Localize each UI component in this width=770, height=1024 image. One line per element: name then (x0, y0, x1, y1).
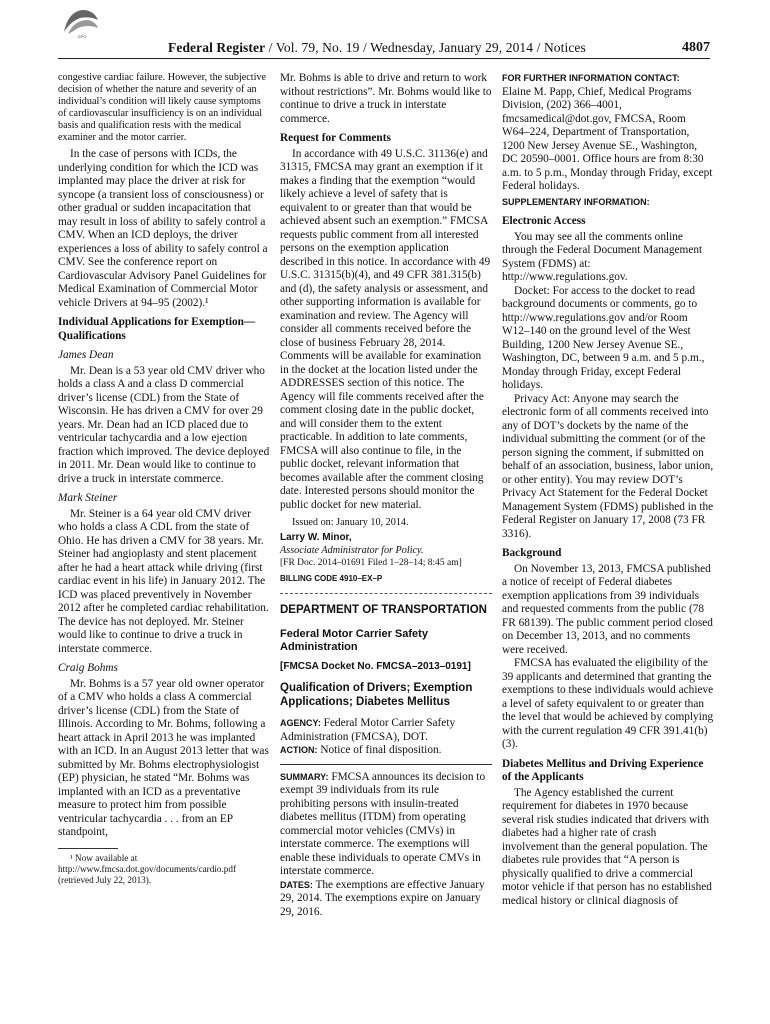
page-number: 4807 (682, 40, 710, 55)
section-heading: Individual Applications for Exemption—Qualifications (58, 316, 256, 342)
issued-date: Issued on: January 10, 2014. (292, 517, 409, 528)
column-1 (58, 72, 270, 886)
column-2 (280, 72, 492, 919)
issue-info: Vol. 79, No. 19 / Wednesday, January 29, 2014 / Notices (275, 40, 586, 55)
paragraph: In the case of persons with ICDs, the underlying condition for which the ICD was implanted may place the driver at risk for syncope (a transient loss of consciousness) or other gradual or sudden incapacitation that may result in loss of ability to safely control a CMV. When an ICD deploys, the driver experiences a loss of ability to safely control a CMV. See the conference report on Cardiovascular Advisory Panel Guidelines for Medical Examination of Commercial Motor vehicle Drivers at 94–95 (2002).¹ (58, 148, 268, 309)
signer-title: Associate Administrator for Policy. (280, 544, 424, 556)
action-label: ACTION: (280, 745, 318, 755)
paragraph: FMCSA has evaluated the eligibility of the 39 applicants and determined that granting the exemptions to these individuals would achieve a level of safety equivalent to or greater than the level that would be achieved by complying with the current regulation 49 CFR 391.41(b)(3). (502, 657, 714, 750)
applicant-name: Mark Steiner (58, 492, 118, 504)
divider (280, 764, 492, 765)
agency-label: AGENCY: (280, 718, 321, 728)
paragraph: Mr. Bohms is able to drive and return to work without restrictions”. Mr. Bohms would like to continue to drive a truck in interstate commerce. (280, 72, 492, 125)
header-title: Federal Register / Vol. 79, No. 19 / Wednesday, January 29, 2014 / Notices (168, 40, 586, 55)
contact-text: Elaine M. Papp, Chief, Medical Programs Division, (202) 366–4001, fmcsamedical@dot.gov, FMCSA, Room W64–224, Department of Transportation, 1200 New Jersey Avenue SE., Washington, DC 20590–0001. Office hours are from 8:30 a.m. to 5 p.m., Monday through Friday, except Federal holidays. (502, 85, 713, 192)
document-title: Qualification of Drivers; Exemption Applications; Diabetes Mellitus (280, 682, 473, 708)
footnote: ¹ Now available at http://www.fmcsa.dot.gov/documents/cardio.pdf (retrieved July 22, 2013). (58, 852, 237, 885)
svg-text:GPO: GPO (77, 34, 87, 39)
paragraph: You may see all the comments online through the Federal Document Management System (FDMS) at: http://www.regulations.gov. (502, 230, 703, 283)
docket-number: [FMCSA Docket No. FMCSA–2013–0191] (280, 660, 471, 672)
section-heading: Electronic Access (502, 215, 586, 227)
section-heading: Background (502, 547, 562, 559)
paragraph: Privacy Act: Anyone may search the electronic form of all comments received into any of DOT’s dockets by the name of the individual submitting the comment (or of the person signing the comment, if submitted on behalf of an association, business, labor union, or other entity). You may review DOT’s Privacy Act Statement for the Federal Docket Management System (FDMS) published in the Federal Register on January 17, 2008 (73 FR 3316). (502, 392, 714, 540)
paragraph: Mr. Bohms is a 57 year old owner operator of a CMV who holds a class A commercial driver’s license (CDL) from the State of Illinois. According to Mr. Bohms, following a heart attack in April 2013 he was implanted with an ICD. In an August 2013 letter that was submitted by Mr. Bohms electrophysiologist (EP) physician, he stated “Mr. Bohms was implanted with an ICD as a preventative measure to protect him from possible ventricular tachycardia . . . from an EP standpoint, (58, 677, 269, 838)
journal-name: Federal Register (168, 40, 266, 55)
paragraph: On November 13, 2013, FMCSA published a notice of receipt of Federal diabetes exemption applications from 39 individuals and requested comments from the public (78 FR 68139). The public comment period closed on December 13, 2013, and no comments were received. (502, 562, 713, 656)
gpo-authentication-seal-icon (58, 6, 104, 40)
column-3 (502, 72, 714, 908)
paragraph: Mr. Steiner is a 64 year old CMV driver who holds a class A CDL from the state of Ohio. He has driven a CMV for 38 years. Mr. Steiner had angioplasty and stent placement after he had a heart attack while driving (first cardiac event in his life) in January 2012. The ICD was placed preventively in November 2012 after he completed cardiac rehabilitation. The device has not deployed. Mr. Steiner would like to continue to drive a truck in interstate commerce. (58, 507, 269, 655)
summary-text: FMCSA announces its decision to exempt 39 individuals from its rule prohibiting persons with insulin-treated diabetes mellitus (ITDM) from operating commercial motor vehicles (CMVs) in interstate commerce. The exemptions will enable these individuals to operate CMVs in interstate commerce. (280, 770, 486, 877)
agency-text: Federal Motor Carrier Safety Administration (FMCSA), DOT. (280, 717, 456, 743)
paragraph: congestive cardiac failure. However, the subjective decision of whether the nature and severity of an individual’s condition will likely cause symptoms of cardiovascular insufficiency is on an individual basis and qualification rests with the medical examiner and the motor carrier. (58, 72, 267, 143)
agency-heading: Federal Motor Carrier Safety Administration (280, 627, 428, 653)
contact-label: FOR FURTHER INFORMATION CONTACT: (502, 73, 680, 83)
action-text: Notice of final disposition. (320, 744, 442, 756)
paragraph: Mr. Dean is a 53 year old CMV driver who holds a class A and a class D commercial driver’s license (CDL) from the State of Wisconsin. He has driven a CMV for over 29 years. Mr. Dean had an ICD placed due to ventricular tachycardia and a low ejection fraction which improved. The device deployed in 2011. Mr. Dean would like to continue to drive a truck in interstate commerce. (58, 364, 270, 485)
billing-code: BILLING CODE 4910–EX–P (280, 573, 383, 583)
dates-text: The exemptions are effective January 29, 2014. The exemptions expire on January 29, 2016. (280, 878, 485, 918)
section-heading: Request for Comments (280, 132, 391, 144)
paragraph: In accordance with 49 U.S.C. 31136(e) and 31315, FMCSA may grant an exemption if it makes a finding that the exemption “would likely achieve a level of safety that is equivalent to or greater than that would be achieved absent such an exemption.” FMCSA requests public comment from all interested persons on the exemption application described in this notice. In accordance with 49 U.S.C. 31315(b)(4), and 49 CFR 381.315(b) and (d), the safety analysis or assessment, and other supporting information is available for examination and review. The Agency will consider all comments received before the close of business February 28, 2014. Comments will be available for examination in the docket at the location listed under the ADDRESSES section of this notice. The Agency will file comments received after the comment closing date in the public docket, and will consider them to the extent practicable. In addition to late comments, FMCSA will also continue to file, in the public docket, relevant information that becomes available after the comment closing date. Interested persons should monitor the public docket for new material. (280, 147, 491, 511)
paragraph: Docket: For access to the docket to read background documents or comments, go to http://www.regulations.gov and/or Room W12–140 on the ground level of the West Building, 1200 New Jersey Avenue SE., Washington, DC, between 9 a.m. and 5 p.m., Monday through Friday, except Federal holidays. (502, 284, 705, 391)
paragraph: The Agency established the current requirement for diabetes in 1970 because several risk studies indicated that drivers with diabetes had a higher rate of crash involvement than the general population. The diabetes rule provides that “A person is physically qualified to drive a commercial motor vehicle if that person has no established medical history or clinical diagnosis of (502, 786, 712, 907)
page-header (58, 40, 710, 59)
applicant-name: James Dean (58, 349, 114, 361)
section-divider (280, 593, 492, 594)
applicant-name: Craig Bohms (58, 662, 118, 674)
dates-label: DATES: (280, 879, 313, 890)
section-heading: Diabetes Mellitus and Driving Experience of the Applicants (502, 757, 704, 783)
supplementary-label: SUPPLEMENTARY INFORMATION: (502, 196, 650, 207)
fr-doc-line: [FR Doc. 2014–01691 Filed 1–28–14; 8:45 am] (280, 557, 462, 568)
department-heading: DEPARTMENT OF TRANSPORTATION (280, 604, 487, 616)
summary-label: SUMMARY: (280, 771, 329, 782)
footnote-divider (58, 848, 118, 849)
signer-name: Larry W. Minor, (280, 532, 352, 543)
